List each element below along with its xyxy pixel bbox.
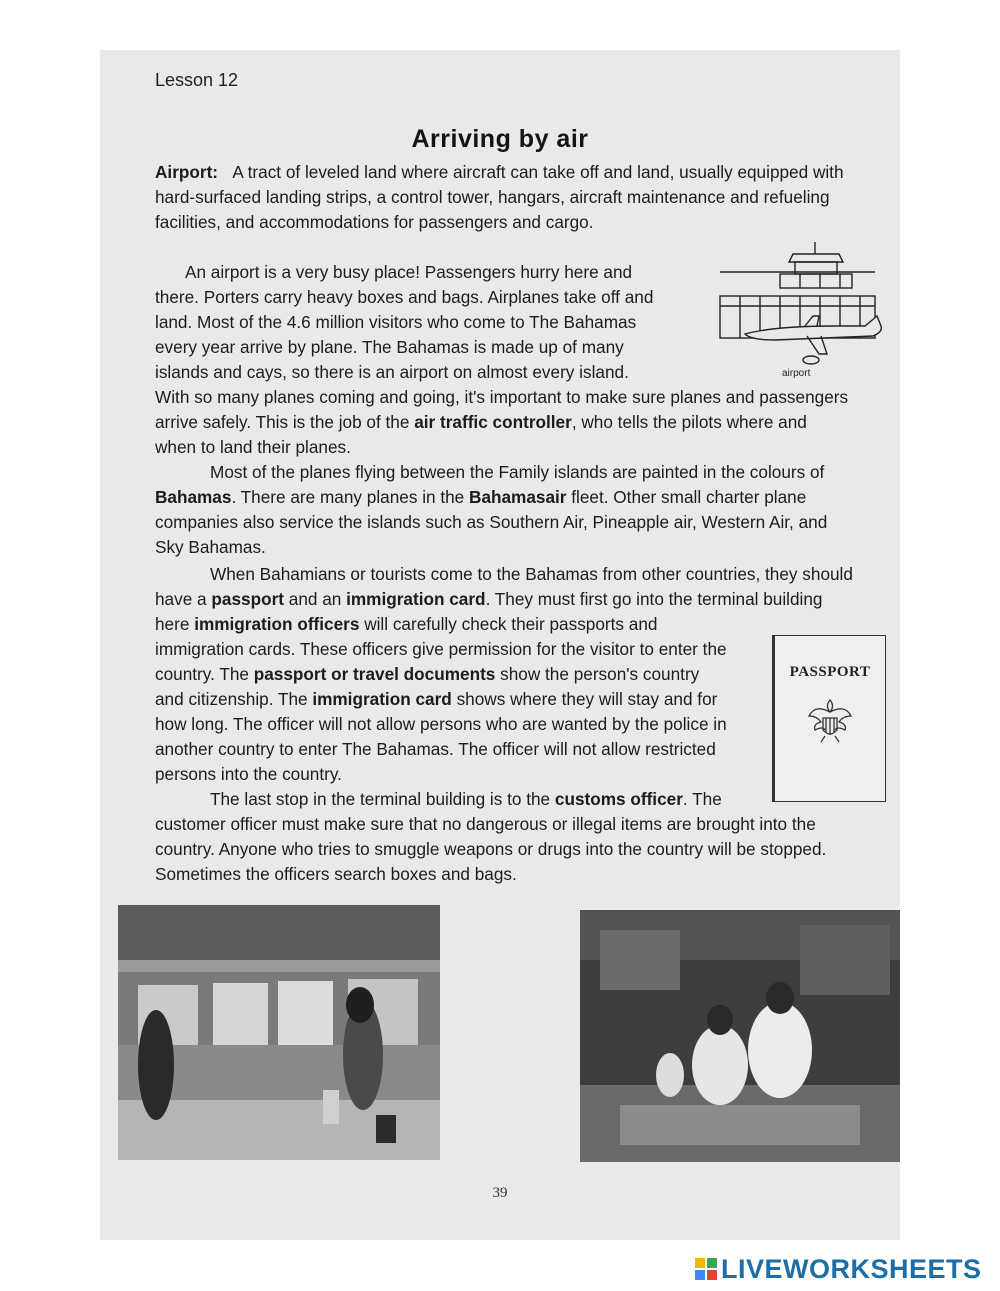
para3-line-5 [155,662,699,688]
definition-line-2: hard-surfaced landing strips, a control tower, hangars, aircraft maintenance and refueling [155,187,830,207]
para3-line-6 [155,687,717,713]
para1-line-4: every year arrive by plane. The Bahamas is made up of many [155,337,624,357]
para2-line-2-tail: fleet. Other small charter plane [566,487,807,507]
para3-l5-a: country. The [155,664,254,684]
para3-l5-c: show the person's country [495,664,700,684]
customs-officer-term: customs officer [554,789,683,809]
airport-illustration [715,240,885,370]
customs-officers-graphic [580,910,900,1162]
para1-line-3: land. Most of the 4.6 million visitors who come to The Bahamas [155,312,637,332]
para2-line-2-mid: . There are many planes in the [231,487,470,507]
travel-documents-term: passport or travel documents [253,664,496,684]
para3-l6-a: and citizenship. The [155,689,313,709]
para3-l2-c: and an [283,589,347,609]
para1-line-5: islands and cays, so there is an airport on almost every island. [155,362,629,382]
para4-line-2: customer officer must make sure that no dangerous or illegal items are brought into the [155,814,816,834]
para2-line-3: companies also service the islands such as Southern Air, Pineapple air, Western Air, and [155,512,828,532]
para4-line-3: country. Anyone who tries to smuggle weapons or drugs into the country will be stopped. [155,839,827,859]
immigration-officers-term: immigration officers [194,614,360,634]
definition-term: Airport: [155,162,219,182]
airport-caption: airport [782,368,811,379]
lesson-label: Lesson 12 [155,70,239,90]
para3-l2-a: have a [155,589,212,609]
customs-officers-photo [580,910,900,1162]
para1-line-7 [155,410,807,436]
definition-line-1 [155,160,844,186]
page-title: Arriving by air [411,125,589,153]
para3-line-8: another country to enter The Bahamas. The officer will not allow restricted [155,739,716,759]
para3-l6-c: shows where they will stay and for [451,689,718,709]
eagle-seal-icon [805,694,855,744]
para3-line-2 [155,587,822,613]
brand-name: LIVEWORKSHEETS [721,1253,982,1284]
para3-l3-a: here [155,614,195,634]
air-traffic-controller-term: air traffic controller [414,412,572,432]
para4-line-4: Sometimes the officers search boxes and bags. [155,864,517,884]
passport-cover-label: PASSPORT [789,664,871,680]
para1-line-7-tail: , who tells the pilots where and [571,412,807,432]
passport-illustration [772,635,886,802]
para1-line-1: An airport is a very busy place! Passengers hurry here and [185,262,633,282]
passport-term: passport [211,589,284,609]
immigration-counters-photo [118,905,440,1160]
para4-l1-a: The last stop in the terminal building is to the [210,789,555,809]
immigration-card-term-2: immigration card [312,689,452,709]
para2-line-1: Most of the planes flying between the Family islands are painted in the colours of [210,462,825,482]
para3-l3-c: will carefully check their passports and [359,614,658,634]
immigration-counters-graphic [118,905,440,1160]
para2-line-4: Sky Bahamas. [155,537,266,557]
para2-line-2 [155,485,806,511]
para3-line-3 [155,612,657,638]
para3-line-7: how long. The officer will not allow persons who are wanted by the police in [155,714,727,734]
para1-line-7-text: arrive safely. This is the job of the [155,412,415,432]
bahamas-term: Bahamas [155,487,232,507]
para1-line-8: when to land their planes. [155,437,351,457]
definition-text: A tract of leveled land where aircraft can take off and land, usually equipped with [232,162,844,182]
logo-grid-icon [695,1258,717,1280]
worksheet-page [100,50,900,1240]
definition-line-3: facilities, and accommodations for passengers and cargo. [155,212,594,232]
para1-line-6: With so many planes coming and going, it's important to make sure planes and passengers [155,387,849,407]
para4-line-1 [210,787,722,813]
immigration-card-term: immigration card [346,589,486,609]
para3-line-9: persons into the country. [155,764,342,784]
page-number: 39 [492,1185,508,1201]
para1-line-2: there. Porters carry heavy boxes and bags. Airplanes take off and [155,287,654,307]
para4-l1-c: . The [682,789,722,809]
liveworksheets-logo[interactable] [695,1252,982,1286]
para3-line-1: When Bahamians or tourists come to the Bahamas from other countries, they should [210,564,853,584]
bahamasair-term: Bahamasair [469,487,567,507]
para3-line-4: immigration cards. These officers give permission for the visitor to enter the [155,639,727,659]
para3-l2-e: . They must first go into the terminal building [485,589,823,609]
